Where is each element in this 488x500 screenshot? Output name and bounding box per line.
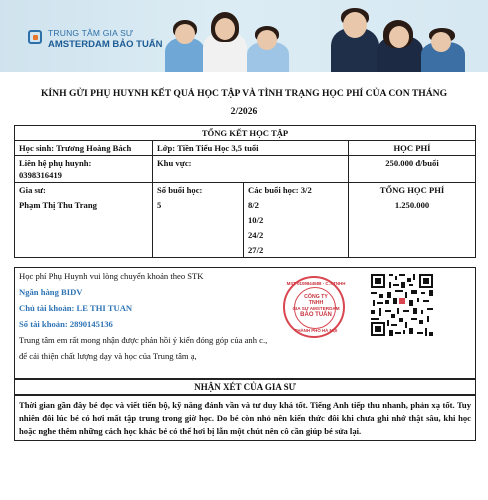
qr-code-icon: [369, 272, 435, 338]
payment-block: [14, 267, 476, 379]
schedule-label: Các buổi học: 3/2: [248, 185, 312, 195]
logo-icon: [28, 30, 42, 44]
schedule-cell: [244, 183, 349, 258]
contact-label: Liên hệ phụ huynh:: [19, 158, 92, 168]
header-banner: [0, 0, 488, 72]
schedule-date: 10/2: [248, 215, 264, 225]
sessions-label: Số buổi học:: [157, 185, 203, 195]
fee-per-session: 250.000 đ/buổi: [349, 156, 476, 183]
sessions-count: 5: [157, 200, 162, 210]
total-label: TỔNG HỌC PHÍ: [379, 185, 445, 195]
student-cell: Học sinh: Trương Hoàng Bách: [15, 141, 153, 156]
table-title: TỔNG KẾT HỌC TẬP: [15, 126, 476, 141]
tutor-cell: [15, 183, 153, 258]
total-cell: [349, 183, 476, 258]
report-month: 2/2026: [230, 106, 258, 117]
logo-line1: TRUNG TÂM GIA SƯ: [48, 28, 134, 38]
account-owner: Chủ tài khoản: LE THI TUAN: [19, 303, 133, 313]
tutor-label: Gia sư:: [19, 185, 46, 195]
review-body: Thời gian gần đây bé đọc và viết tiến bộ, kỹ năng đánh vần và tư duy khá tốt. Tiếng Anh tiếp thu nhanh, phản xạ tốt. Tuy nhiên đôi lúc bé có hơi mất tập trung trong giờ học. Do bé còn nhỏ nên kiến thức đôi khi chưa ghi nhớ thật sâu, khi học hoặc nghe thêm những cách học khác bé có thể hơi bị lẫn một chút nên cô cần giúp bé sửa lại.: [14, 395, 476, 441]
thanks-line2: để cải thiện chất lượng dạy và học của Trung tâm ạ,: [19, 351, 197, 361]
company-stamp: MST 0109844588 - C.T.TNHH CÔNG TY TNHH GIA SƯ AMSTERDAM BẢO TUẤN THÀNH PHỐ HÀ NỘI: [283, 276, 345, 338]
bank-name: Ngân hàng BIDV: [19, 287, 83, 297]
thanks-line1: Trung tâm em rất mong nhận được phản hồi ý kiến đóng góp của anh c.,: [19, 335, 268, 345]
account-number: Số tài khoản: 2890145136: [19, 319, 113, 329]
area-cell: Khu vực:: [153, 156, 349, 183]
review-title: NHẬN XÉT CỦA GIA SƯ: [14, 379, 476, 395]
sessions-cell: [153, 183, 244, 258]
report-heading: KÍNH GỬI PHỤ HUYNH KẾT QUẢ HỌC TẬP VÀ TÌNH TRẠNG HỌC PHÍ CỦA CON THÁNG: [40, 88, 448, 99]
contact-cell: [15, 156, 153, 183]
class-cell: Lớp: Tiền Tiểu Học 3,5 tuổi: [153, 141, 349, 156]
total-value: 1.250.000: [394, 200, 430, 210]
schedule-date: 27/2: [248, 245, 264, 255]
summary-table: [14, 125, 476, 258]
logo-line2: AMSTERDAM BẢO TUẤN: [48, 39, 163, 50]
banner-photo: [155, 6, 470, 72]
schedule-date: 8/2: [248, 200, 259, 210]
payment-intro: Học phí Phụ Huynh vui lòng chuyển khoản theo STK: [19, 271, 204, 281]
fee-header: HỌC PHÍ: [349, 141, 476, 156]
tutor-name: Phạm Thị Thu Trang: [19, 200, 97, 210]
schedule-date: 24/2: [248, 230, 264, 240]
contact-phone: 0398316419: [19, 170, 62, 180]
